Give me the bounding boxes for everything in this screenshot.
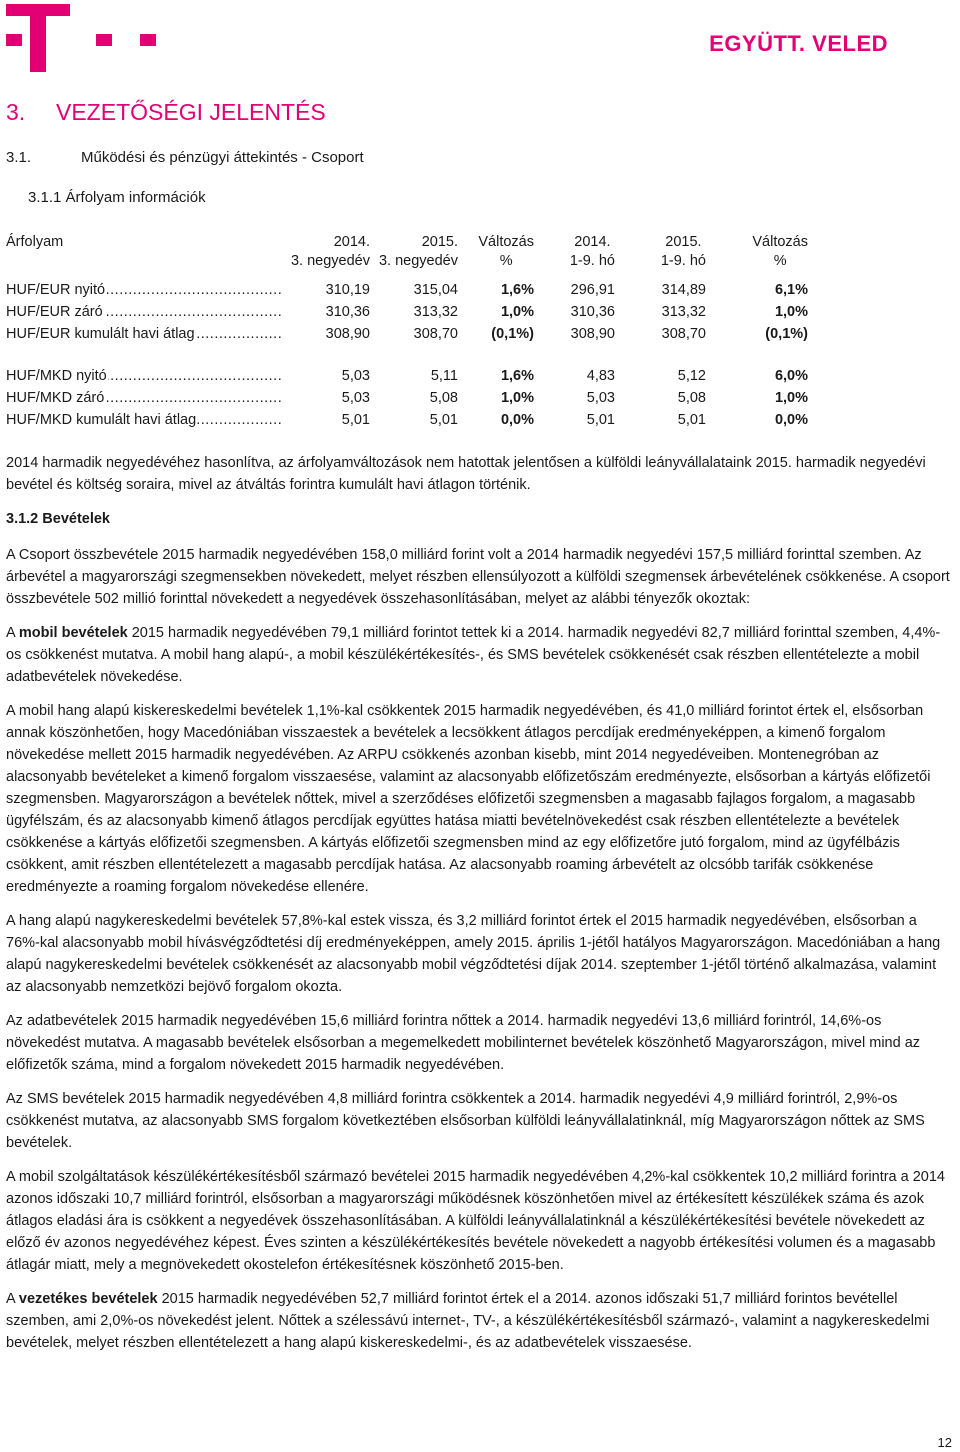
table-row: [6, 301, 822, 323]
table-cell: 296,91: [570, 282, 615, 298]
table-cell: 6,1%: [774, 282, 808, 298]
table-cell: 1,6%: [500, 368, 534, 384]
p8-lead: A: [6, 1291, 19, 1307]
table-cell: 5,01: [677, 412, 706, 428]
table-cell: 315,04: [413, 282, 458, 298]
table-cell: 5,03: [341, 390, 370, 406]
row-label-text: HUF/EUR nyitó: [6, 282, 106, 298]
body-text: [6, 452, 950, 1366]
subsubsection-heading: 3.1.1 Árfolyam információk: [28, 189, 206, 206]
paragraph-1: A Csoport összbevétele 2015 harmadik negyedévében 158,0 milliárd forint volt a 2014 harmadik negyedévi 157,5 milliárd forinttal szemben. Az árbevétel a magyarországi szegmensekben növekedett, melyet részben ellensúlyozott a külföldi szegmensek árbevételének csökkenése. A csoport összbevétele 502 millió forinttal növekedett a negyedévek összehasonlításában, melyet az alábbi tényezők okoztak:: [6, 547, 950, 607]
table-row: [6, 409, 822, 431]
table-cell: 1,0%: [500, 304, 534, 320]
table-cell: 1,0%: [774, 390, 808, 406]
paragraph-8: [6, 1288, 950, 1354]
section-heading: [6, 99, 326, 126]
paragraph-fx: 2014 harmadik negyedévéhez hasonlítva, az árfolyamváltozások nem hatottak jelentősen a külföldi leányvállalataink 2015. harmadik negyedévi bevétel és költség soraira, mivel az átváltás forintra kumulált havi átlagon történik.: [6, 455, 926, 493]
p2-rest: 2015 harmadik negyedévében 79,1 milliárd forintot tettek ki a 2014. harmadik negyedévi 82,7 milliárd forinttal szemben, 4,4%-os csökkenést mutatva. A mobil hang alapú-, a mobil készülékértékesítés-, és SMS bevételek csökkenését csak részben ellentételezte a mobil adatbevételek növekedése.: [6, 625, 941, 685]
subsection-title: Működési és pénzügyi áttekintés - Csoport: [81, 149, 364, 166]
table-row: [6, 387, 822, 409]
paragraph-5: Az adatbevételek 2015 harmadik negyedévében 15,6 milliárd forintra nőttek a 2014. harmadik negyedévi 13,6 milliárd forintról, 14,6%-os növekedést mutatva. A magasabb bevételek elsősorban a megemelkedett mobilinternet bevételek köszönhető Magyarországon, mivel mind az előfizetők száma, mind a forgalom növekedett 2015 harmadik negyedévében.: [6, 1013, 921, 1073]
table-cell: 5,08: [429, 390, 458, 406]
table-cell: 5,03: [586, 390, 615, 406]
table-cell: 1,0%: [774, 304, 808, 320]
subsection-heading: [6, 149, 364, 166]
table-cell: 5,01: [429, 412, 458, 428]
section-number: 3.: [6, 99, 26, 125]
header-col-2: 2015. 3. negyedév: [378, 234, 458, 269]
header-col-4: 2014. 1-9. hó: [569, 234, 615, 269]
subsection-number: 3.1.: [6, 149, 32, 166]
row-label: [6, 279, 281, 301]
table-cell: 310,36: [570, 304, 615, 320]
header-col-6: Változás %: [752, 234, 808, 269]
row-label-text: HUF/MKD záró: [6, 390, 105, 406]
p2-lead: A: [6, 625, 19, 641]
revenue-subheading: 3.1.2 Bevételek: [6, 511, 110, 527]
table-row: [6, 323, 822, 345]
table-header: [6, 233, 822, 275]
table-cell: 310,36: [325, 304, 370, 320]
row-label: [6, 323, 281, 345]
table-cell: 310,19: [325, 282, 370, 298]
header-col-3: Változás %: [478, 234, 534, 269]
table-cell: 1,0%: [500, 390, 534, 406]
table-cell: 308,70: [661, 326, 706, 342]
table-row: [6, 365, 822, 387]
table-cell: 5,01: [586, 412, 615, 428]
row-label: [6, 301, 281, 323]
exchange-rate-table: [6, 233, 822, 431]
slogan: EGYÜTT. VELED: [709, 31, 888, 56]
p8-bold: vezetékes bevételek: [18, 1291, 158, 1307]
table-cell: (0,1%): [491, 326, 534, 342]
paragraph-6: Az SMS bevételek 2015 harmadik negyedévében 4,8 milliárd forintra csökkentek a 2014. harmadik negyedévi 4,9 milliárd forintról, 2,9%-os csökkenést mutatva, az alacsonyabb SMS forgalom következtében elsősorban külföldi leányvállalatinknál, míg Magyarországon nőttek az SMS bevételek.: [6, 1091, 925, 1151]
table-cell: 5,03: [341, 368, 370, 384]
table-cell: 313,32: [413, 304, 458, 320]
p2-bold: mobil bevételek: [18, 625, 128, 641]
table-row: [6, 279, 822, 301]
table-cell: 5,01: [341, 412, 370, 428]
paragraph-3: A mobil hang alapú kiskereskedelmi bevételek 1,1%-kal csökkentek 2015 harmadik negyedévében, és 41,0 milliárd forintot értek el, elsősorban annak köszönhetően, hogy Macedóniában visszaestek a bevételek a lecsökkent átlagos percdíjak eredményeképpen, a kimenő forgalom növekedése mellett 2015 harmadik negyedévében. Az ARPU csökkenés azonban kisebb, mint 2014 negyedéveiben. Montenegróban az alacsonyabb bevételeket a kimenő forgalom visszaesése, valamint az alacsonyabb előfizetőszám eredményezte, elsősorban a kártyás előfizetői szegmensben. Magyarországon a bevételek nőttek, mivel a szerződéses előfizetői szegmensben a magasabb fajlagos forgalom, a magasabb ügyfélszám, és az alacsonyabb kimenő átlagos percdíjak együttes hatása miatti bevételnövekedést csak részben ellentételezte a bevételek csökkenése a kártyás előfizetői szegmensben. A kártyás előfizetői szegmensben mind az egy előfizetőre jutó forgalom, mind az ügyfélbázis csökkent, amit részben ellentételezett a magasabb percdíjak hatása. Az alacsonyabb roaming árbevételt az olcsóbb tarifák csökkenése eredményezte a roaming forgalom növekedése ellenére.: [6, 703, 931, 895]
table-cell: 5,11: [430, 368, 458, 384]
p8-rest: 2015 harmadik negyedévében 52,7 milliárd forintot értek el a 2014. azonos időszaki 51,7 milliárd forintos bevétellel szemben, ami 2,0%-os növekedést jelent. Nőttek a szélessávú internet-, TV-, a készülékértékesítésből származó-, valamint a nagykereskedelmi bevételek, melyet részben ellentételezett a hang alapú kiskereskedelmi-, és az adatbevételek visszaesése.: [6, 1291, 930, 1351]
row-label: [6, 365, 281, 387]
row-label: [6, 387, 281, 409]
row-label-text: HUF/EUR záró: [6, 304, 103, 320]
table-cell: 313,32: [661, 304, 706, 320]
header-label: Árfolyam: [6, 234, 64, 250]
table-cell: 314,89: [661, 282, 706, 298]
section-title: VEZETŐSÉGI JELENTÉS: [56, 99, 326, 125]
table-cell: 308,90: [325, 326, 370, 342]
table-cell: 4,83: [586, 368, 615, 384]
table-cell: 1,6%: [500, 282, 534, 298]
row-label-text: HUF/MKD kumulált havi átlag: [6, 412, 197, 428]
table-cell: 5,08: [677, 390, 706, 406]
row-label-text: HUF/EUR kumulált havi átlag: [6, 326, 195, 342]
table-cell: (0,1%): [765, 326, 808, 342]
row-label: [6, 409, 281, 431]
paragraph-2: [6, 622, 950, 688]
header-col-1: 2014. 3. negyedév: [290, 234, 370, 269]
table-cell: 5,12: [677, 368, 706, 384]
telekom-logo: [6, 4, 156, 74]
table-cell: 308,90: [570, 326, 615, 342]
page-number: 12: [937, 1435, 952, 1450]
table-cell: 0,0%: [774, 412, 808, 428]
header-col-5: 2015. 1-9. hó: [660, 234, 706, 269]
table-cell: 6,0%: [774, 368, 808, 384]
row-label-text: HUF/MKD nyitó: [6, 368, 107, 384]
paragraph-4: A hang alapú nagykereskedelmi bevételek 57,8%-kal estek vissza, és 3,2 milliárd forintot értek el 2015 harmadik negyedévében, elsősorban a 76%-kal alacsonyabb mobil hívásvégződtetési díj eredményeképpen, amely 2015. április 1-jétől hatályos Magyarországon. Macedóniában a hang alapú nagykereskedelmi bevételek csökkenését az alacsonyabb mobil végződtetési díjak 2014. szeptember 1-jétől történő alkalmazása, valamint az alacsonyabb nemzetközi bejövő forgalom okozta.: [6, 913, 941, 995]
table-cell: 308,70: [413, 326, 458, 342]
paragraph-7: A mobil szolgáltatások készülékértékesítésből származó bevételei 2015 harmadik negyedévében 4,2%-kal csökkentek 10,2 milliárd forintra a 2014 azonos időszaki 10,7 milliárd forintról, elsősorban a magyarországi működésnek köszönhetően mivel az értékesített készülékek száma és azok átlagos eladási ára is csökkent a negyedévek összehasonlításában. A külföldi leányvállalatinknál a készülékértékesítési bevétele növekedett az előző év azonos negyedévéhez képest. Éves szinten a készülékértékesítés bevétele növekedett a nagyobb értékesítési volumen és a magasabb átlagár miatt, mely a megnövekedett okostelefon értékesítésnek köszönhető 2015-ben.: [6, 1169, 945, 1273]
table-cell: 0,0%: [500, 412, 534, 428]
